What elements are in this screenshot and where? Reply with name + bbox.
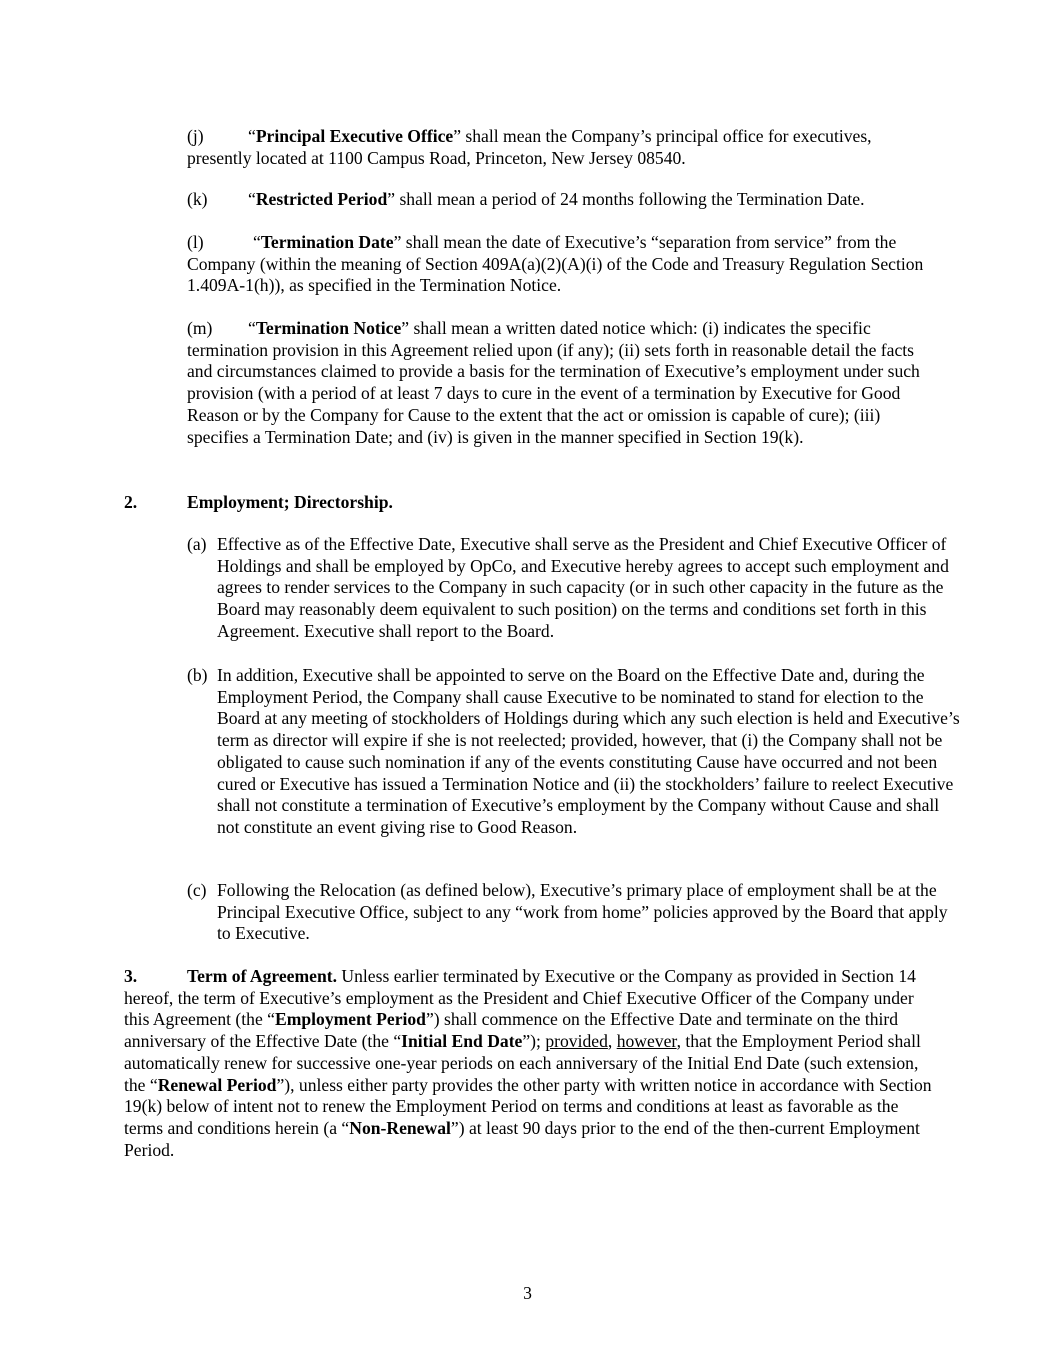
paragraph-m xyxy=(187,318,937,448)
defined-term: Termination Notice xyxy=(255,318,402,338)
text-run: ” shall mean the Company’s principal office for executives, presently located at 1100 Campus Road, Princeton, New Jersey 08540. xyxy=(187,126,872,168)
defined-term: Employment; Directorship. xyxy=(187,492,393,512)
defined-term: Termination Date xyxy=(260,232,394,252)
paragraph-3 xyxy=(124,966,932,1161)
text-run: “ xyxy=(248,189,256,209)
defined-term: Employment Period xyxy=(274,1009,426,1030)
paragraph-label: (a) xyxy=(187,534,207,554)
defined-term: Renewal Period xyxy=(157,1074,277,1095)
paragraph-label: (m) xyxy=(187,318,213,338)
text-run: , that the Employment Period shall automatically renew for successive one-year periods on each anniversary of the Initial End Date (such extension, the “ xyxy=(124,1031,921,1095)
text-run: Effective as of the Effective Date, Executive shall serve as the President and Chief Executive Officer of Holdings and shall be employed by OpCo, and Executive hereby agrees to accept such employment and agrees to render services to the Company in such capacity (or in such other capacity in the future as the Board may reasonably deem equivalent to such position) on the terms and conditions set forth in this Agreement. Executive shall report to the Board. xyxy=(217,534,949,641)
text-run: Unless earlier terminated by Executive or the Company as provided in Section 14 hereof, the term of Executive’s employment as the President and Chief Executive Officer of the Company under this Agreement (the “ xyxy=(124,966,916,1030)
text-run: In addition, Executive shall be appointed to serve on the Board on the Effective Date and, during the Employment Period, the Company shall cause Executive to be nominated to stand for election to the Board at any meeting of stockholders of Holdings during which any such election is held and Executive’s term as director will expire if she is not reelected; provided, however, that (i) the Company shall not be obligated to cause such nomination if any of the events constituting Cause have occurred and not been cured or Executive has issued a Termination Notice and (ii) the stockholders’ failure to reelect Executive shall not constitute a termination of Executive’s employment by the Company without Cause and shall not constitute an event giving rise to Good Reason. xyxy=(217,665,960,837)
underlined-text: however xyxy=(616,1031,677,1052)
text-run: ”) at least 90 days prior to the end of the then-current Employment Period. xyxy=(124,1117,920,1160)
paragraph-a xyxy=(187,534,962,643)
text-run: ” shall mean a period of 24 months following the Termination Date. xyxy=(387,189,865,209)
paragraph-label: (j) xyxy=(187,126,204,146)
text-run: , xyxy=(607,1031,617,1052)
text-run: ”) shall commence on the Effective Date and terminate on the third anniversary of the Effective Date (the “ xyxy=(124,1009,899,1052)
defined-term: Restricted Period xyxy=(255,189,388,209)
defined-term: Non-Renewal xyxy=(349,1117,451,1138)
text-run: Following the Relocation (as defined below), Executive’s primary place of employment shall be at the Principal Executive Office, subject to any “work from home” policies approved by the Board that apply to Executive. xyxy=(217,880,948,944)
underlined-text: provided xyxy=(545,1031,608,1052)
paragraph-k xyxy=(187,189,937,211)
defined-term: Term of Agreement. xyxy=(187,966,337,986)
text-run: “ xyxy=(248,126,256,146)
paragraph-label: (k) xyxy=(187,189,208,209)
text-run: ”); xyxy=(522,1031,546,1052)
text-run: “ xyxy=(253,232,261,252)
paragraph-b xyxy=(187,665,962,839)
paragraph-label: 2. xyxy=(124,492,138,512)
paragraph-label: (b) xyxy=(187,665,208,685)
paragraph-l xyxy=(187,232,937,297)
paragraph-j xyxy=(187,126,937,169)
text-run: ” shall mean the date of Executive’s “separation from service” from the Company (within the meaning of Section 409A(a)(2)(A)(i) of the Code and Treasury Regulation Section 1.409A-1(h)), as specified in the Termination Notice. xyxy=(187,232,924,296)
paragraph-label: (c) xyxy=(187,880,207,900)
defined-term: Initial End Date xyxy=(401,1031,523,1052)
text-run: ”), unless either party provides the other party with written notice in accordance with Section 19(k) below of intent not to renew the Employment Period on terms and conditions at least as favorable as the terms and conditions herein (a “ xyxy=(124,1074,932,1138)
defined-term: Principal Executive Office xyxy=(255,126,454,146)
paragraph-c xyxy=(187,880,962,945)
text-run: ” shall mean a written dated notice which: (i) indicates the specific termination provision in this Agreement relied upon (if any); (ii) sets forth in reasonable detail the facts and circumstances claimed to provide a basis for the termination of Executive’s employment under such provision (with a period of at least 7 days to cure in the event of a termination by Executive for Good Reason or by the Company for Cause to the extent that the act or omission is capable of cure); (iii) specifies a Termination Date; and (iv) is given in the manner specified in Section 19(k). xyxy=(187,318,920,447)
page-number: 3 xyxy=(523,1283,532,1303)
paragraph-label: 3. xyxy=(124,966,138,986)
text-run: “ xyxy=(248,318,256,338)
paragraph-2 xyxy=(124,492,934,514)
paragraph-label: (l) xyxy=(187,232,204,252)
